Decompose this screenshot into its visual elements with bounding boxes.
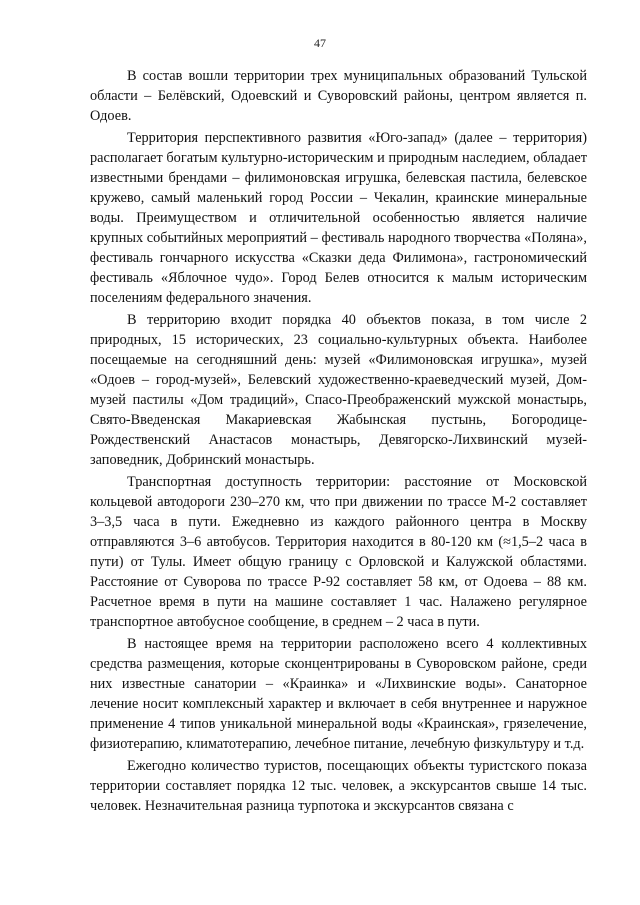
paragraph-heritage: Территория перспективного развития «Юго-запад» (далее – территория) располагает богатым культурно-историческим и природным наследием, обладает известными брендами – филимоновская игрушка, белевская пастила, белевское кружево, самый маленький город России – Чекалин, краинские минеральные воды. Преимуществом и отличительной особенностью является наличие крупных событийных мероприятий – фестиваль народного творчества «Поляна», фестиваль гончарного искусства «Сказки деда Филимона», гастрономический фестиваль «Яблочное чудо». Город Белев относится к малым историческим поселениям федерального значения. xyxy=(90,130,587,306)
paragraph-attractions: В территорию входит порядка 40 объектов показа, в том числе 2 природных, 15 исторических, 23 социально-культурных объекта. Наиболее посещаемые на сегодняшний день: музей «Филимоновская игрушка», музей «Одоев – город-музей», Белевский художественно-краеведческий музей, Дом-музей пастилы «Дом традиций», Спасо-Преображенский мужской монастырь, Свято-Введенская Макариевская Жабынская пустынь, Богородице-Рождественский Анастасов монастырь, Девягорско-Лихвинский музей-заповедник, Добринский монастырь. xyxy=(90,312,587,468)
page-number: 47 xyxy=(314,36,326,50)
paragraph-tourist-flow: Ежегодно количество туристов, посещающих объекты туристского показа территории составляет порядка 12 тыс. человек, а экскурсантов свыше 14 тыс. человек. Незначительная разница турпотока и экскурсантов связана с xyxy=(90,758,587,814)
paragraph-composition: В состав вошли территории трех муниципальных образований Тульской области – Белёвский, Одоевский и Суворовский районы, центром является п. Одоев. xyxy=(90,68,587,124)
body-text xyxy=(90,66,587,816)
paragraph-transport: Транспортная доступность территории: расстояние от Московской кольцевой автодороги 230–270 км, что при движении по трассе М-2 составляет 3–3,5 часа в пути. Ежедневно из каждого районного центра в Москву отправляются 3–6 автобусов. Территория находится в 80-120 км (≈1,5–2 часа в пути) от Тулы. Имеет общую границу с Орловской и Калужской областями. Расстояние от Суворова по трассе Р-92 составляет 58 км, от Одоева – 88 км. Расчетное время в пути на машине составляет 1 час. Налажено регулярное транспортное автобусное сообщение, в среднем – 2 часа в пути. xyxy=(90,474,587,630)
paragraph-accommodation: В настоящее время на территории расположено всего 4 коллективных средства размещения, которые сконцентрированы в Суворовском районе, среди них известные санатории – «Краинка» и «Лихвинские воды». Санаторное лечение носит комплексный характер и включает в себя внутреннее и наружное применение 4 типов уникальной минеральной воды «Краинская», грязелечение, физиотерапию, климатотерапию, лечебное питание, лечебную физкультуру и т.д. xyxy=(90,636,587,752)
